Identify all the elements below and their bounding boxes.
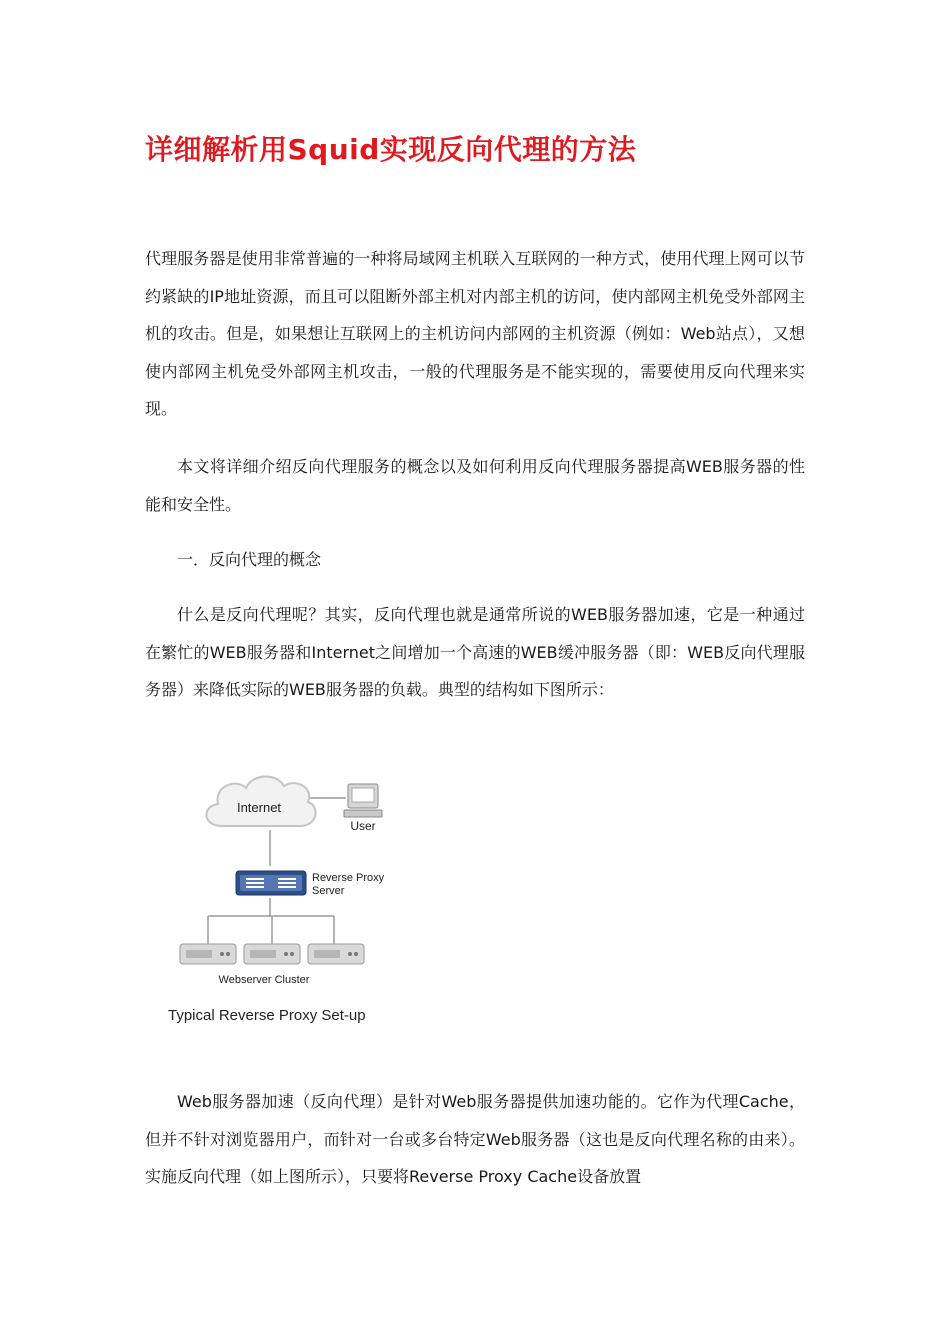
document-title: 详细解析用Squid实现反向代理的方法 xyxy=(145,133,637,166)
webserver-icon xyxy=(244,944,300,964)
webserver-icon xyxy=(308,944,364,964)
webserver-icon xyxy=(180,944,236,964)
acceleration-paragraph: Web服务器加速（反向代理）是针对Web服务器提供加速功能的。它作为代理Cache，但并不针对浏览器用户，而针对一台或多台特定Web服务器（这也是反向代理名称的由来）。实施反向代理（如上图所示），只要将Reverse Proxy Cache设备放置 xyxy=(145,1092,805,1186)
section-heading-concept: 一．反向代理的概念 xyxy=(177,550,322,569)
user-label: User xyxy=(350,819,376,833)
diagram-caption: Typical Reverse Proxy Set-up xyxy=(168,1007,366,1024)
proxy-label-line2: Server xyxy=(312,885,345,897)
concept-paragraph: 什么是反向代理呢？其实，反向代理也就是通常所说的WEB服务器加速，它是一种通过在繁忙的WEB服务器和Internet之间增加一个高速的WEB缓冲服务器（即：WEB反向代理服务器）来降低实际的WEB服务器的负载。典型的结构如下图所示： xyxy=(145,605,805,699)
cluster-label: Webserver Cluster xyxy=(218,974,310,986)
computer-icon xyxy=(344,784,382,817)
reverse-proxy-diagram xyxy=(160,768,400,1030)
intro-paragraph: 代理服务器是使用非常普遍的一种将局域网主机联入互联网的一种方式，使用代理上网可以节约紧缺的IP地址资源，而且可以阻断外部主机对内部主机的访问，使内部网主机免受外部网主机的攻击。但是，如果想让互联网上的主机访问内部网的主机资源（例如：Web站点），又想使内部网主机免受外部网主机攻击，一般的代理服务是不能实现的，需要使用反向代理来实现。 xyxy=(145,249,805,418)
proxy-label-line1: Reverse Proxy xyxy=(312,872,385,884)
internet-label: Internet xyxy=(236,800,282,815)
overview-paragraph: 本文将详细介绍反向代理服务的概念以及如何利用反向代理服务器提高WEB服务器的性能和安全性。 xyxy=(145,457,805,514)
proxy-server-icon xyxy=(236,871,306,895)
